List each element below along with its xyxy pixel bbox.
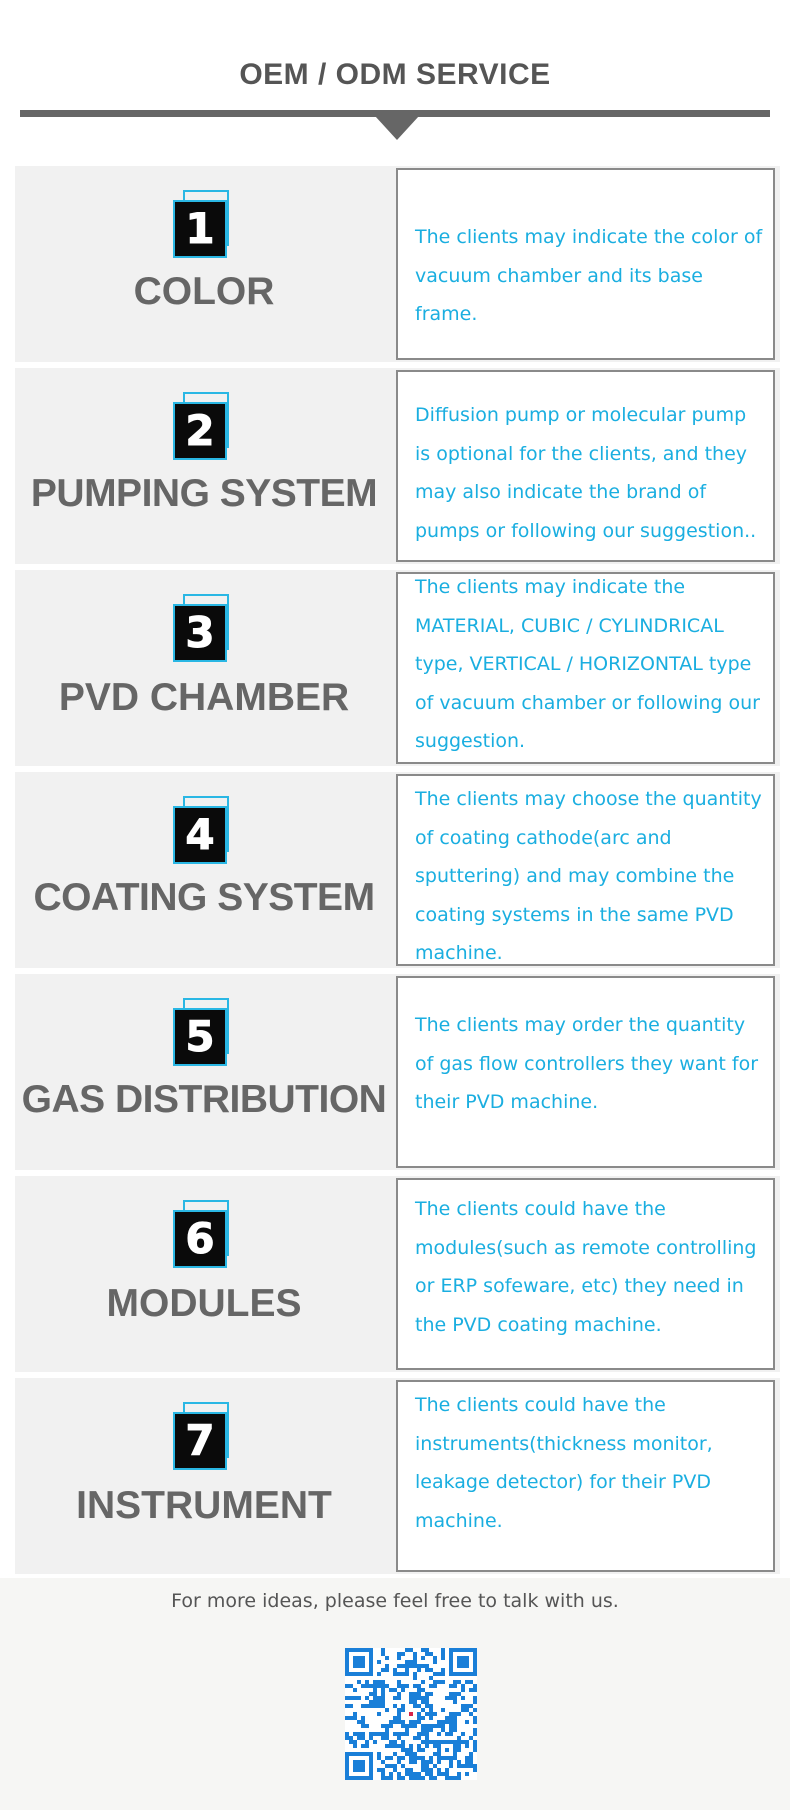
number-badge-digit: 1 (173, 200, 227, 258)
service-label-panel (15, 166, 393, 362)
service-description: Diffusion pump or molecular pump is optional for the clients, and they may also indicate the brand of pumps or following our suggestion.. (415, 404, 757, 542)
service-description-box (396, 1380, 775, 1572)
service-description: The clients may choose the quantity of coating cathode(arc and sputtering) and may combine the coating systems in the same PVD machine. (415, 788, 762, 964)
service-label: COATING SYSTEM (33, 876, 375, 919)
service-description-box (396, 370, 775, 562)
number-badge-icon (173, 998, 225, 1061)
service-description: The clients may indicate the MATERIAL, CUBIC / CYLINDRICAL type, VERTICAL / HORIZONTAL type of vacuum chamber or following our suggestion. (415, 576, 760, 752)
service-row-gas-distribution (15, 974, 780, 1170)
service-label: PVD CHAMBER (58, 676, 350, 719)
service-label: GAS DISTRIBUTION (21, 1078, 387, 1121)
service-label: PUMPING SYSTEM (30, 472, 378, 515)
number-badge-digit: 3 (173, 604, 227, 662)
service-row-pumping-system (15, 368, 780, 564)
service-description-box (396, 572, 775, 764)
service-description: The clients may indicate the color of vacuum chamber and its base frame. (415, 226, 763, 325)
service-description-box (396, 168, 775, 360)
service-row-pvd-chamber (15, 570, 780, 766)
service-row-color (15, 166, 780, 362)
number-badge-digit: 2 (173, 402, 227, 460)
qr-code-icon[interactable] (345, 1648, 477, 1780)
service-description-box (396, 976, 775, 1168)
service-description: The clients may order the quantity of gas flow controllers they want for their PVD machine. (415, 1014, 759, 1113)
service-label: INSTRUMENT (76, 1484, 332, 1527)
service-row-coating-system (15, 772, 780, 968)
service-label-panel (15, 368, 393, 564)
service-row-instrument (15, 1378, 780, 1574)
service-list (15, 166, 780, 1580)
service-description-box (396, 774, 775, 966)
service-description: The clients could have the modules(such as remote controlling or ERP sofeware, etc) they need in the PVD coating machine. (415, 1198, 757, 1336)
service-label-panel (15, 772, 393, 968)
service-description-box (396, 1178, 775, 1370)
number-badge-digit: 5 (173, 1008, 227, 1066)
service-label: COLOR (133, 270, 275, 313)
service-row-modules (15, 1176, 780, 1372)
service-label-panel (15, 1176, 393, 1372)
service-label: MODULES (106, 1282, 302, 1325)
number-badge-icon (173, 594, 225, 657)
number-badge-digit: 6 (173, 1210, 227, 1268)
number-badge-digit: 4 (173, 806, 227, 864)
number-badge-icon (173, 190, 225, 253)
page-title: OEM / ODM SERVICE (239, 58, 551, 91)
service-label-panel (15, 1378, 393, 1574)
service-label-panel (15, 570, 393, 766)
number-badge-icon (173, 796, 225, 859)
page-footer (0, 1578, 790, 1810)
number-badge-icon (173, 1402, 225, 1465)
service-description: The clients could have the instruments(thickness monitor, leakage detector) for their PVD machine. (415, 1394, 713, 1532)
service-label-panel (15, 974, 393, 1170)
title-divider-arrow (375, 116, 419, 140)
number-badge-digit: 7 (173, 1412, 227, 1470)
page-header (0, 0, 790, 150)
number-badge-icon (173, 1200, 225, 1263)
number-badge-icon (173, 392, 225, 455)
footer-text: For more ideas, please feel free to talk with us. (171, 1590, 619, 1612)
